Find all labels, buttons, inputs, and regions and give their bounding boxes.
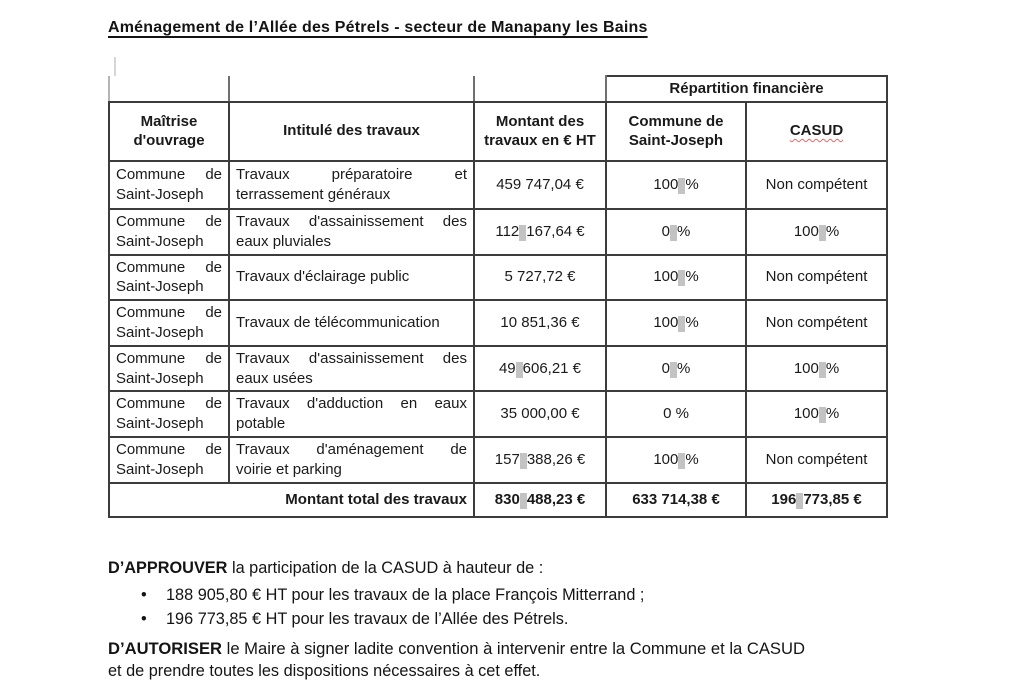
- work-cell: Travaux de télécommunication: [229, 300, 474, 346]
- bullet-icon: •: [141, 586, 147, 604]
- page-title: Aménagement de l’Allée des Pétrels - secteur de Manapany les Bains: [108, 19, 648, 36]
- clipped-bottom-line: et de prendre toutes les dispositions nécessaires à cet effet.: [108, 662, 541, 680]
- work-cell: Travaux d'assainissement des eaux usées: [229, 346, 474, 392]
- owner-cell: Commune de Saint-Joseph: [109, 209, 229, 255]
- empty-cell: [474, 76, 606, 102]
- commune-share-cell: 100 %: [606, 255, 746, 301]
- amount-cell: 459 747,04 €: [474, 161, 606, 209]
- work-cell: Travaux d'éclairage public: [229, 255, 474, 301]
- list-item: [108, 583, 968, 607]
- work-cell: Travaux préparatoire et terrassement généraux: [229, 161, 474, 209]
- table-row: [109, 437, 887, 483]
- total-commune-cell: 633 714,38 €: [606, 483, 746, 517]
- decisions-block: [108, 558, 968, 681]
- approve-keyword: D’APPROUVER: [108, 559, 228, 577]
- total-amount-cell: 830 488,23 €: [474, 483, 606, 517]
- commune-share-cell: 0 %: [606, 209, 746, 255]
- amount-cell: 112 167,64 €: [474, 209, 606, 255]
- casud-share-cell: Non compétent: [746, 161, 887, 209]
- amount-cell: 35 000,00 €: [474, 391, 606, 437]
- table-row: [109, 209, 887, 255]
- owner-cell: Commune de Saint-Joseph: [109, 391, 229, 437]
- commune-share-cell: 100 %: [606, 161, 746, 209]
- commune-share-cell: 0 %: [606, 391, 746, 437]
- owner-cell: Commune de Saint-Joseph: [109, 161, 229, 209]
- bullet-icon: •: [141, 610, 147, 628]
- approve-bullet-list: [108, 583, 968, 631]
- header-commune-saint-joseph: Commune de Saint-Joseph: [606, 102, 746, 161]
- casud-share-cell: 100 %: [746, 391, 887, 437]
- work-cell: Travaux d'adduction en eaux potable: [229, 391, 474, 437]
- list-item: [108, 607, 968, 631]
- casud-share-cell: 100 %: [746, 209, 887, 255]
- table-row: [109, 161, 887, 209]
- work-cell: Travaux d'assainissement des eaux pluviales: [229, 209, 474, 255]
- total-casud-cell: 196 773,85 €: [746, 483, 887, 517]
- authorize-keyword: D’AUTORISER: [108, 639, 223, 658]
- cursor-artifact: [114, 57, 116, 76]
- empty-cell: [229, 76, 474, 102]
- amount-cell: 49 606,21 €: [474, 346, 606, 392]
- work-cell: Travaux d'aménagement de voirie et parking: [229, 437, 474, 483]
- cost-breakdown-table: [108, 75, 888, 518]
- header-montant-travaux: Montant des travaux en € HT: [474, 102, 606, 161]
- owner-cell: Commune de Saint-Joseph: [109, 300, 229, 346]
- casud-share-cell: Non compétent: [746, 300, 887, 346]
- owner-cell: Commune de Saint-Joseph: [109, 437, 229, 483]
- casud-share-cell: Non compétent: [746, 255, 887, 301]
- empty-cell: [109, 76, 229, 102]
- header-intitule-travaux: Intitulé des travaux: [229, 102, 474, 161]
- repartition-financiere-header: Répartition financière: [606, 76, 887, 102]
- bullet-text: 196 773,85 € HT pour les travaux de l’Allée des Pétrels.: [166, 610, 569, 628]
- casud-share-cell: 100 %: [746, 346, 887, 392]
- table-row: [109, 255, 887, 301]
- amount-cell: 5 727,72 €: [474, 255, 606, 301]
- table-row: [109, 346, 887, 392]
- table-row: [109, 391, 887, 437]
- repartition-header-row: [109, 76, 887, 102]
- approve-text: la participation de la CASUD à hauteur de :: [227, 559, 544, 577]
- commune-share-cell: 0 %: [606, 346, 746, 392]
- authorize-line: [108, 638, 968, 659]
- total-label-cell: Montant total des travaux: [109, 483, 474, 517]
- table-row: [109, 300, 887, 346]
- header-maitrise-ouvrage: Maîtrise d'ouvrage: [109, 102, 229, 161]
- commune-share-cell: 100 %: [606, 437, 746, 483]
- header-casud: CASUD: [746, 102, 887, 161]
- column-header-row: [109, 102, 887, 161]
- total-row: [109, 483, 887, 517]
- commune-share-cell: 100 %: [606, 300, 746, 346]
- casud-share-cell: Non compétent: [746, 437, 887, 483]
- amount-cell: 10 851,36 €: [474, 300, 606, 346]
- amount-cell: 157 388,26 €: [474, 437, 606, 483]
- owner-cell: Commune de Saint-Joseph: [109, 255, 229, 301]
- owner-cell: Commune de Saint-Joseph: [109, 346, 229, 392]
- bullet-text: 188 905,80 € HT pour les travaux de la place François Mitterrand ;: [166, 586, 645, 604]
- authorize-text: le Maire à signer ladite convention à intervenir entre la Commune et la CASUD: [222, 639, 805, 658]
- approve-line: [108, 558, 968, 578]
